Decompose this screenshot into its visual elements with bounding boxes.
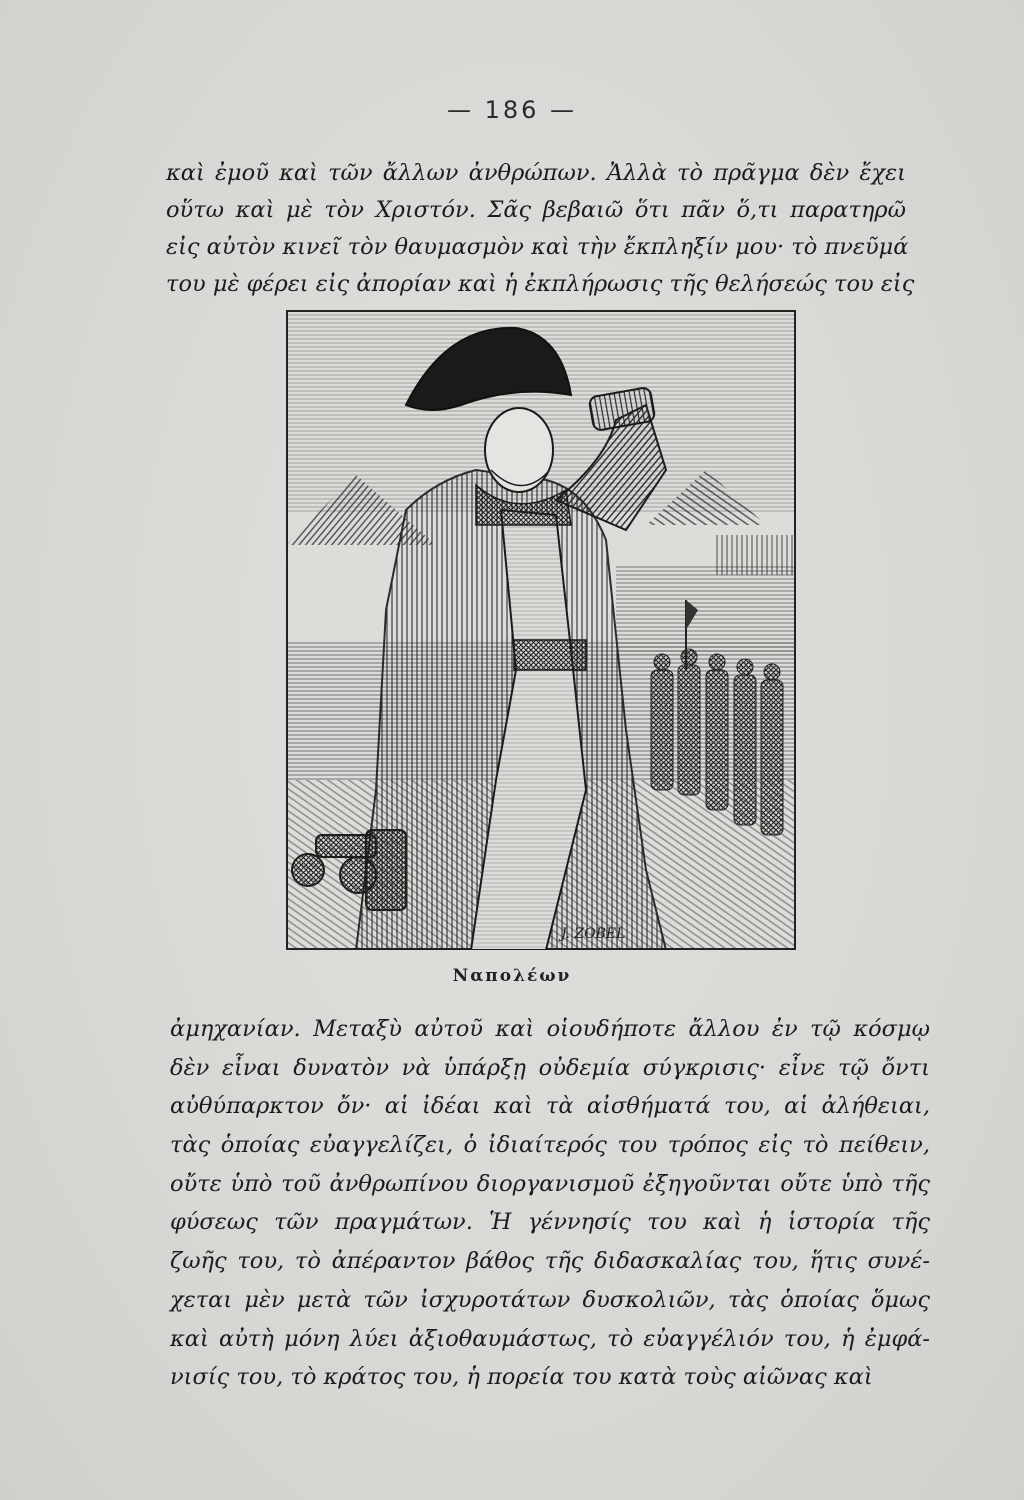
text-line: ἀμηχανίαν. Μεταξὺ αὐτοῦ καὶ οἱουδήποτε ἄλλου ἐν τῷ κόσμῳ <box>170 1016 930 1042</box>
text-line: νισίς του, τὸ κράτος του, ἡ πορεία του κατὰ τοὺς αἰῶνας καὶ <box>170 1364 873 1391</box>
text-line: του μὲ φέρει εἰς ἀπορίαν καὶ ἡ ἐκπλήρωσις τῆς θελήσεώς του εἰς <box>166 271 915 297</box>
text-line: καὶ αὐτὴ μόνη λύει ἀξιοθαυμάστως, τὸ εὐαγγέλιόν του, ἡ ἐμφά- <box>170 1325 930 1352</box>
text-line: εἰς αὐτὸν κινεῖ τὸν θαυμασμὸν καὶ τὴν ἔκπληξίν μου· τὸ πνεῦμά <box>166 234 909 260</box>
illustration-caption: Ναπολέων <box>452 966 572 986</box>
text-line: οὔτε ὑπὸ τοῦ ἀνθρωπίνου διοργανισμοῦ ἐξηγοῦνται οὔτε ὑπὸ τῆς <box>170 1170 930 1197</box>
text-line: αὐθύπαρκτον ὄν· αἱ ἰδέαι καὶ τὰ αἰσθήματά του, αἱ ἀλήθειαι, <box>170 1093 930 1120</box>
text-line: φύσεως τῶν πραγμάτων. Ἡ γέννησίς του καὶ ἡ ἱστορία τῆς <box>170 1209 930 1236</box>
text-line: οὕτω καὶ μὲ τὸν Χριστόν. Σᾶς βεβαιῶ ὅτι πᾶν ὅ,τι παρατηρῶ <box>166 197 906 223</box>
text-line: δὲν εἶναι δυνατὸν νὰ ὑπάρξῃ οὐδεμία σύγκρισις· εἶνε τῷ ὄντι <box>170 1054 930 1081</box>
text-line: τὰς ὁποίας εὐαγγελίζει, ὁ ἰδιαίτερός του τρόπος εἰς τὸ πείθειν, <box>170 1132 930 1159</box>
page-number: — 186 — <box>446 96 578 124</box>
text-line: χεται μὲν μετὰ τῶν ἰσχυροτάτων δυσκολιῶν, τὰς ὁποίας ὅμως <box>170 1286 930 1313</box>
engraver-signature: J. ZOBEL <box>561 926 626 942</box>
top-paragraph <box>166 155 915 303</box>
napoleon-engraving <box>286 310 796 950</box>
bottom-paragraph <box>170 1010 930 1397</box>
text-line: ζωῆς του, τὸ ἀπέραντον βάθος τῆς διδασκαλίας του, ἥτις συνέ- <box>170 1248 930 1275</box>
text-line: καὶ ἐμοῦ καὶ τῶν ἄλλων ἀνθρώπων. Ἀλλὰ τὸ πρᾶγμα δὲν ἔχει <box>166 160 906 186</box>
